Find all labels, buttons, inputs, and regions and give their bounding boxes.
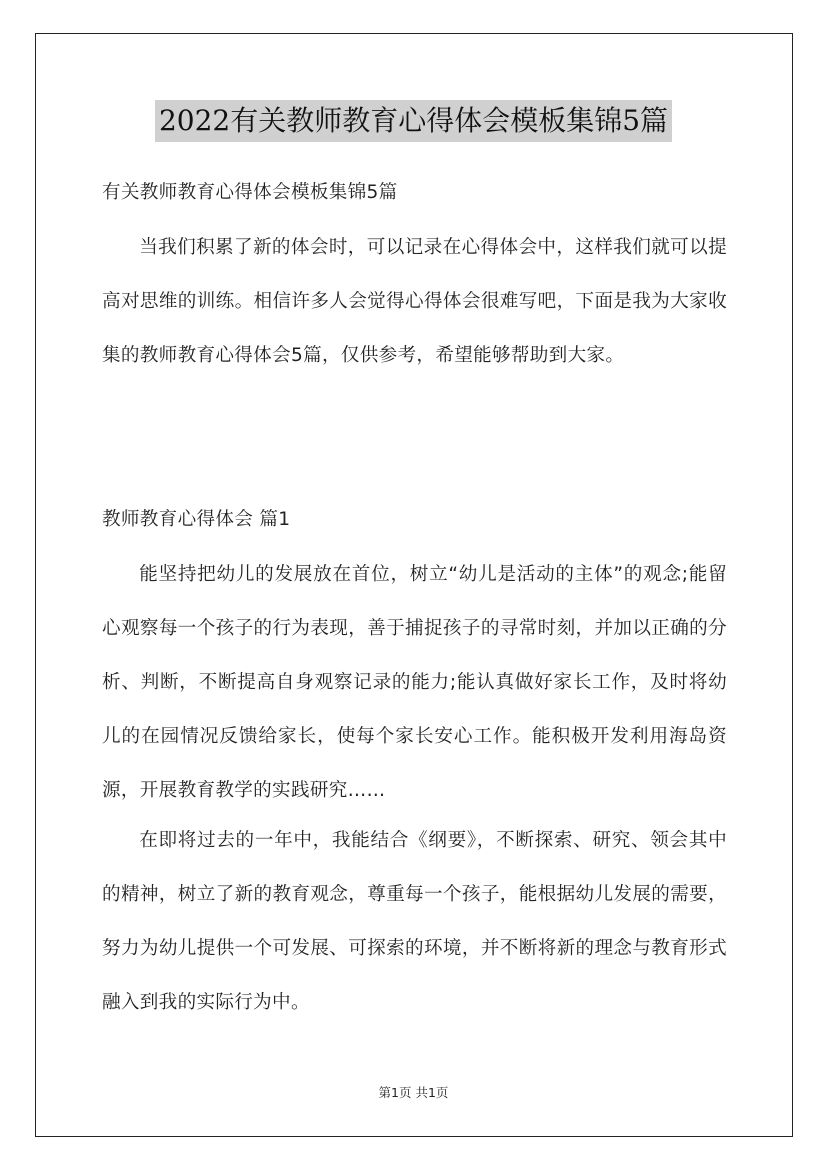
section-1-heading: 教师教育心得体会 篇1 [102, 509, 291, 530]
section-1-paragraph-1: 能坚持把幼儿的发展放在首位，树立“幼儿是活动的主体”的观念;能留心观察每一个孩子的行为表现，善于捕捉孩子的寻常时刻，并加以正确的分析、判断，不断提高自身观察记录的能力;能认真做好家长工作，及时将幼儿的在园情况反馈给家长，使每个家长安心工作。能积极开发利用海岛资源，开展教育教学的实践研究…… [102, 564, 727, 801]
document-subtitle: 有关教师教育心得体会模板集锦5篇 [102, 182, 398, 203]
document-title: 2022有关教师教育心得体会模板集锦5篇 [155, 100, 672, 142]
title-container [0, 100, 827, 142]
section-1-paragraph-2: 在即将过去的一年中，我能结合《纲要》，不断探索、研究、领会其中的精神，树立了新的教育观念，尊重每一个孩子，能根据幼儿发展的需要，努力为幼儿提供一个可发展、可探索的环境，并不断将新的理念与教育形式融入到我的实际行为中。 [102, 830, 727, 1013]
intro-paragraph: 当我们积累了新的体会时，可以记录在心得体会中，这样我们就可以提高对思维的训练。相信许多人会觉得心得体会很难写吧，下面是我为大家收集的教师教育心得体会5篇，仅供参考，希望能够帮助到大家。 [102, 237, 727, 366]
page-number-footer: 第1页 共1页 [378, 1085, 449, 1100]
